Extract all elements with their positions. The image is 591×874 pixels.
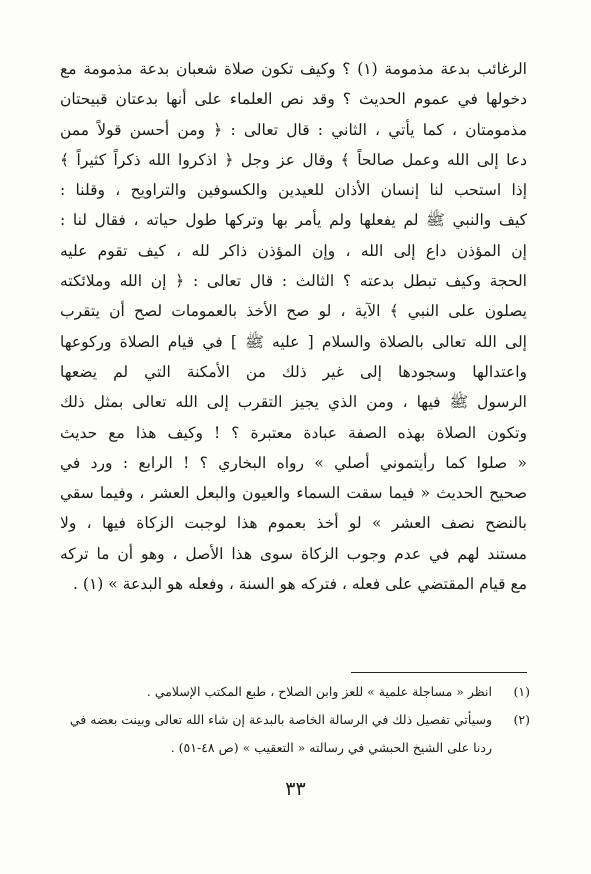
text-line: « صلوا كما رأيتموني أصلي » رواه البخاري ؟ ! الرابع : ورد في bbox=[60, 453, 527, 472]
footnote-2 bbox=[60, 708, 530, 732]
text-line: مع قيام المقتضي على فعله ، فتركه هو السنة ، وفعله هو البدعة » (١) . bbox=[73, 575, 527, 594]
text-line: صحيح الحديث « فيما سقت السماء والعيون والبعل العشر ، وفيما سقي bbox=[60, 484, 527, 503]
footnote-number: (١) bbox=[513, 684, 530, 699]
footnote-text: انظر « مساجلة علمية » للعز وابن الصلاح ، طبع المكتب الإسلامي . bbox=[146, 684, 492, 699]
text-line: مذمومتان ، كما يأتي ، الثاني : قال تعالى : ﴿ ومن أحسن قولاً ممن bbox=[60, 120, 527, 139]
text-line: الرغائب بدعة مذمومة (١) ؟ وكيف تكون صلاة شعبان بدعة مذمومة مع bbox=[60, 60, 527, 78]
footnote-text: وسيأتي تفصيل ذلك في الرسالة الخاصة بالبدعة إن شاء الله تعالى وبينت بعضه في bbox=[69, 712, 492, 727]
text-line: وتكون الصلاة بهذه الصفة عبادة معتبرة ؟ ! وكيف هذا مع حديث bbox=[60, 423, 527, 442]
footnote-1 bbox=[60, 680, 530, 704]
text-line: الحجة وكيف تبطل بدعته ؟ الثالث : قال تعالى : ﴿ إن الله وملائكته bbox=[60, 272, 527, 291]
footnote-continuation: ردنا على الشيخ الحبشي في رسالته « التعقيب » (ص ٤٨-٥١) . bbox=[170, 740, 492, 755]
footnote-separator bbox=[351, 672, 527, 673]
text-line: إذا استحب لنا إنسان الأذان للعيدين والكسوفين والتراويح ، وقلنا : bbox=[60, 181, 527, 200]
main-text-block bbox=[60, 54, 527, 599]
text-line: إلى الله تعالى بالصلاة والسلام [ عليه ﷺ ] في قيام الصلاة وركوعها bbox=[60, 332, 527, 351]
text-line: مستند لهم في عدم وجوب الزكاة سوى هذا الأصل ، وهو أن ما تركه bbox=[60, 544, 527, 563]
text-line: واعتدالها وسجودها إلى غير ذلك من الأمكنة التي لم يضعها bbox=[60, 362, 527, 381]
text-line: دخولها في عموم الحديث ؟ وقد نص العلماء على أنها بدعتان قبيحتان bbox=[60, 90, 527, 109]
text-line: إن المؤذن داع إلى الله ، وإن المؤذن ذاكر لله ، كيف تقوم عليه bbox=[60, 241, 527, 260]
footnote-number: (٢) bbox=[513, 712, 530, 727]
footnotes bbox=[60, 680, 530, 760]
text-line: كيف والنبي ﷺ لم يفعلها ولم يأمر بها وتركها طول حياته ، فقال لنا : bbox=[60, 211, 527, 230]
text-line: بالنضح نصف العشر » لو أخذ بعموم هذا لوجبت الزكاة فيها ، ولا bbox=[60, 514, 527, 533]
text-line: الرسول ﷺ فيها ، ومن الذي يجيز التقرب إلى الله تعالى بمثل ذلك bbox=[60, 393, 527, 412]
text-line: دعا إلى الله وعمل صالحاً ﴾ وقال عز وجل ﴿ اذكروا الله ذكراً كثيراً ﴾ bbox=[60, 150, 527, 169]
page-number: ٣٣ bbox=[285, 778, 306, 800]
text-line: يصلون على النبي ﴾ الآية ، لو صح الأخذ بالعمومات لصح أن يتقرب bbox=[60, 302, 527, 321]
